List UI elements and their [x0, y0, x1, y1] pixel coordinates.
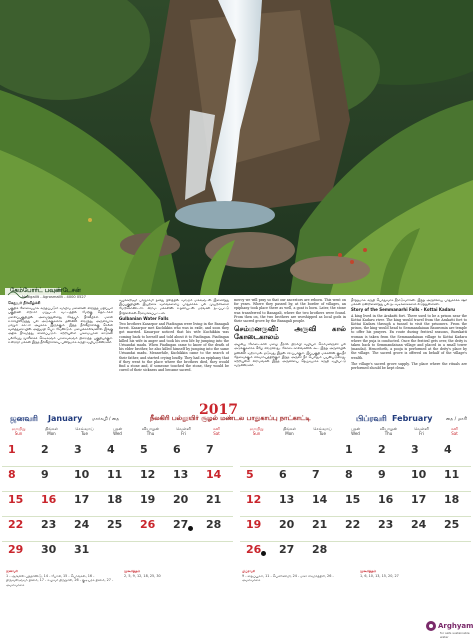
jan-date-number: 18: [107, 493, 123, 506]
feb-date-number: 3: [411, 443, 419, 456]
feb-dayname-ta: செவ்வாய்: [313, 426, 332, 431]
jan-date-cell: [101, 466, 134, 488]
jan-date-cell: [35, 491, 68, 513]
note-4-text: 1, 6, 10, 13, 15, 20, 27: [360, 573, 399, 578]
jan-dayname-en: Thu: [146, 430, 155, 436]
feb-date-number: 11: [444, 468, 460, 481]
feb-date-number: 7: [312, 468, 320, 481]
jan-dayname-fri: [167, 427, 200, 436]
feb-dayname-ta: வெள்ளி: [414, 426, 429, 431]
note-2-text: 2, 5, 9, 12, 18, 25, 30: [124, 573, 161, 578]
page-subtitle: Nadigaillt - Agrosmaillt - 4000 0527: [22, 295, 86, 299]
feb-date-number: 26: [246, 543, 262, 556]
feb-date-cell: [273, 491, 306, 513]
jan-date-cell: [35, 441, 68, 463]
feb-dayname-wed: [339, 427, 372, 436]
feb-date-cell: [306, 466, 339, 488]
jan-day-header: [2, 427, 233, 441]
feb-dayname-sun: [240, 427, 273, 436]
jan-date-number: 19: [140, 493, 156, 506]
jan-date-cell: [68, 441, 101, 463]
jan-dayname-ta: சனி: [213, 426, 220, 431]
new-moon-icon: [261, 551, 266, 556]
feb-date-number: 18: [444, 493, 460, 506]
feb-date-number: 24: [411, 518, 427, 531]
jan-date-number: 30: [41, 543, 57, 556]
jan-dayname-ta: வியாழன்: [141, 426, 160, 431]
notes-col-4: [360, 569, 420, 639]
feb-date-number: 23: [378, 518, 394, 531]
article-col-1: [8, 301, 113, 411]
feb-dayname-ta: திங்கள்: [283, 426, 296, 431]
jan-date-number: 12: [140, 468, 156, 481]
jan-dayname-en: Sun: [14, 430, 23, 436]
jan-dayname-sat: [200, 427, 233, 436]
jan-date-cell: [35, 466, 68, 488]
feb-date-number: 14: [312, 493, 328, 506]
jan-date-number: 6: [173, 443, 181, 456]
feb-month-en: February: [392, 414, 433, 423]
feb-day-header: [240, 427, 471, 441]
jan-date-cell: [134, 466, 167, 488]
feb-date-cell: [438, 491, 471, 513]
note-1-text: 1 - ஆங்கில புத்தாண்டு, 14 - போகி, 15 - பொங்கல், 16 - திருவள்ளுவர் தினம், 17 - உழவர் திருநாள், 26 - குடியரசு தினம், 27 - அமாவாசை: [6, 573, 114, 587]
notes-col-3: [242, 569, 352, 639]
feb-date-number: 15: [345, 493, 361, 506]
jan-date-number: 4: [107, 443, 115, 456]
jan-date-cell: [167, 516, 200, 538]
jan-date-cell: [200, 466, 233, 488]
calendar-center-title: நீலகிரி பல்லுயிர் சூழல் மண்டல பாதுகாப்பு நாட்காட்டி: [150, 414, 311, 422]
feb-date-cell: [405, 441, 438, 463]
col4-end: The village's sacred grove supply. The place where the rituals are performed should be kept clean.: [351, 361, 467, 371]
feb-date-cell: [372, 466, 405, 488]
jan-month-sub: மார்கழி / தை: [92, 417, 120, 422]
jan-dayname-en: Mon: [47, 430, 56, 436]
jan-date-cell: [134, 516, 167, 538]
col3-en: mercy we will pray so that our ancestors are reborn. This went on for years. Where they passed by, at the border of villages, an epiphany took place there as well, a goat is born. Later, the stone was transferred to Banagali, where the two brothers were found. From then on, the two brothers are worshipped as local gods in their sacred grove by the Banagali people.: [234, 298, 346, 324]
feb-date-cell: [240, 491, 273, 513]
jan-date-number: 16: [41, 493, 57, 506]
jan-date-number: 2: [41, 443, 49, 456]
col2-text: வழக்கறிஞர் பாலுசாமி தனது நிலத்தில் வாழும் மக்களுடன் இணைந்து இப்பகுதியின் இயற்கை வளங்களைப் பாதுகாக்க பல முயற்சிகளை மேற்கொண்டார். கிராம மக்களின் உதவியுடன் மரங்கள் நடப்பட்டு நீர்நிலைகள் சீரமைக்கப்பட்டன.: [119, 298, 229, 315]
feb-date-cell: [273, 516, 306, 538]
feb-date-cell: [273, 466, 306, 488]
jan-date-cell: [2, 441, 35, 463]
jan-date-cell: [2, 466, 35, 488]
jan-date-cell: [68, 541, 101, 563]
feb-date-number: 19: [246, 518, 262, 531]
jan-date-number: 10: [74, 468, 90, 481]
waterfall-image: [0, 0, 473, 295]
jan-date-cell: [2, 541, 35, 563]
jan-date-cell: [2, 516, 35, 538]
jan-date-number: 21: [206, 493, 222, 506]
note-3-heading: பிப்ரவரி: [242, 569, 256, 573]
feb-month-ta: பிப்ரவரி: [356, 414, 387, 423]
feb-dayname-en: Fri: [419, 430, 424, 436]
jan-dayname-thu: [134, 427, 167, 436]
feb-date-cell: [339, 491, 372, 513]
jan-dayname-en: Tue: [81, 430, 88, 436]
jan-date-cell: [134, 441, 167, 463]
jan-date-number: 3: [74, 443, 82, 456]
jan-date-cell: [134, 491, 167, 513]
feb-date-cell: [306, 541, 339, 563]
jan-date-number: 15: [8, 493, 24, 506]
feb-date-number: 13: [279, 493, 295, 506]
jan-grid: [2, 441, 233, 556]
notes-col-2: [124, 569, 232, 639]
jan-date-number: 8: [8, 468, 16, 481]
col3-heading: செம்மனருவி: அருவி கால் கோடைகாலம்: [234, 325, 346, 342]
col4-heading: Story of the Semmanarhi Falls - Kottai Kadaru: [351, 307, 456, 313]
jan-dayname-tue: [68, 427, 101, 436]
feb-date-number: 12: [246, 493, 262, 506]
feb-dayname-en: Thu: [384, 430, 393, 436]
jan-date-number: 22: [8, 518, 24, 531]
logo-tagline: for safe sustainable water: [440, 631, 470, 639]
jan-date-cell: [68, 491, 101, 513]
feb-date-number: 6: [279, 468, 287, 481]
jan-date-cell: [35, 516, 68, 538]
feb-date-cell: [240, 516, 273, 538]
new-moon-icon: [188, 526, 193, 531]
col1-text: பகுதிக் கோவையாக கருதப்படும் வாழ்வு மனைகள் விருந்த மதிப்பம் பகுதிகள் சிற்றார் மறுபடம் வட்டத்தில் மேற்கு தொடர்ச்சி மலைப்பகுதியில் அமைந்துள்ளது கேதுபர் நீர்வீழ்ச்சி. மலை உச்சியிலிருந்து பல அடுக்குகளாக தண்ணீர் விழுந்து அருவியாக மாறும் காட்சி அழகாக இருக்கும். இந்த நீர்வீழ்ச்சிக்கு செல்ல வனத்துறையின் அனுமதி பெற வேண்டும். மழைக்காலங்களில் இங்கு அதிக நீர்வரத்து காணப்படும். சுற்றியுள்ள பசுமையான காடுகள் பல்வேறு மூலிகைச் செடிகளும் பறவைகளும் நிறைந்த பகுதியாகும். உள்ளூர் மக்கள் இந்த நீர்வீழ்ச்சியை புனிதமாக கருதி வழிபடுகின்றனர்.: [8, 306, 113, 344]
feb-date-number: 25: [444, 518, 460, 531]
feb-dayname-sat: [438, 427, 471, 436]
jan-date-number: 9: [41, 468, 49, 481]
feb-date-number: 17: [411, 493, 427, 506]
jan-dayname-en: Wed: [113, 430, 122, 436]
note-1-heading: ஜனவரி: [6, 569, 18, 573]
feb-dayname-ta: புதன்: [350, 426, 361, 431]
feb-dayname-ta: வியாழன்: [379, 426, 398, 431]
jan-date-number: 13: [173, 468, 189, 481]
waterfall-photo: [0, 0, 473, 295]
jan-date-cell: [68, 466, 101, 488]
jan-date-number: 14: [206, 468, 222, 481]
col4-text: தீர்த்தமாக கருதி பொதுவாக நீராடுவார்கள். இந்த அருவியை பாதுகாக்க ஊர் மக்கள் ஒன்றிணைந்து பல நடவடிக்கைகளை எடுத்துள்ளனர்.: [351, 298, 467, 307]
page-title: கேம்போர்ட் பவுண்டேசன்: [10, 287, 81, 294]
jan-date-cell: [101, 516, 134, 538]
feb-date-number: 16: [378, 493, 394, 506]
calendar-year: 2017: [199, 402, 238, 418]
feb-date-cell: [339, 516, 372, 538]
jan-date-cell: [101, 491, 134, 513]
feb-dayname-en: Wed: [351, 430, 360, 436]
jan-date-number: 24: [74, 518, 90, 531]
feb-date-number: 8: [345, 468, 353, 481]
feb-dayname-en: Mon: [285, 430, 294, 436]
feb-date-number: 27: [279, 543, 295, 556]
feb-date-cell: [273, 541, 306, 563]
jan-month-en: January: [48, 414, 83, 423]
feb-date-cell: [339, 466, 372, 488]
article-col-2: [119, 298, 229, 411]
jan-date-number: 11: [107, 468, 123, 481]
feb-date-cell: [405, 516, 438, 538]
feb-date-cell: [405, 491, 438, 513]
col2-en: Two brothers Kasarpor and Piadingan were living in the Banagali forest. Kasarpor met Kuchikkin who was in exile, and soon they got married. Kasarpor noticed that his wife Kuchikkin was coming back to herself and told about it to Piadingan. Piadingan killed his wife in anger and took his own life by jumping into the Urisandai madu. When Piadingan came to know of the death of his elder brother, he also killed himself by jumping into the same Urisandai madu. Meanwhile, Kuchikkin came to the search of their father, and started crying loudly. They had an epiphany that if they went to the place where the brothers died, they would find a stone and, if someone touched the stone, they would be cured of their sickness and became sacred.: [119, 322, 229, 373]
jan-date-cell: [167, 491, 200, 513]
jan-date-number: 26: [140, 518, 156, 531]
jan-month-ta: ஜனவரி: [10, 414, 38, 423]
feb-date-number: 5: [246, 468, 254, 481]
jan-date-number: 1: [8, 443, 16, 456]
jan-date-cell: [167, 441, 200, 463]
notes-col-1: [6, 569, 116, 639]
jan-dayname-ta: வெள்ளி: [176, 426, 191, 431]
feb-dayname-ta: ஞாயிறு: [249, 426, 264, 431]
feb-date-number: 4: [444, 443, 452, 456]
feb-dayname-ta: சனி: [451, 426, 458, 431]
jan-dayname-ta: புதன்: [112, 426, 123, 431]
jan-date-number: 25: [107, 518, 123, 531]
feb-date-cell: [306, 516, 339, 538]
feb-date-number: 1: [345, 443, 353, 456]
feb-date-number: 22: [345, 518, 361, 531]
feb-dayname-tue: [306, 427, 339, 436]
feb-date-cell: [372, 516, 405, 538]
note-4-heading: முகூர்த்தம்: [360, 569, 377, 573]
feb-date-cell: [405, 466, 438, 488]
jan-date-number: 17: [74, 493, 90, 506]
feb-date-cell: [372, 491, 405, 513]
note-3-text: 9 - தைப்பூசம், 11 - பௌர்ணமி, 24 - மகா சிவராத்திரி, 26 - அமாவாசை: [242, 573, 334, 583]
logo-name: Arghyam: [438, 622, 473, 630]
feb-dayname-en: Sat: [451, 430, 458, 436]
col2-heading: Gulbanian Water Falls: [119, 315, 169, 321]
feb-date-cell: [438, 466, 471, 488]
jan-dayname-sun: [2, 427, 35, 436]
feb-date-cell: [438, 516, 471, 538]
jan-dayname-ta: திங்கள்: [45, 426, 58, 431]
feb-grid: [240, 441, 471, 556]
article-col-3: [234, 298, 346, 411]
feb-dayname-thu: [372, 427, 405, 436]
feb-dayname-en: Tue: [319, 430, 326, 436]
jan-date-cell: [200, 491, 233, 513]
feb-dayname-mon: [273, 427, 306, 436]
jan-date-cell: [167, 466, 200, 488]
col4-en: A king lived in the Arakatti fort. There used to be a prison near the Kottai Kadaru river. The king would travel from the Arakatti fort to Kottai Kadaru through a tunnel to visit the prisoners. From the prison, the king would head to Semmandaiuan Bauwomin are temple to offer his prayers. En route during festival seasons, Burukatti woman is taken from the Semmandaiuan village to Kottai Kadaru where the puja is conducted. Once the festival gets over, the deity is taken back to Semmandaiuan village and placed in a small tower (mandai). Henceforth, a pooja is performed at the deity's place by the village. The sacred grove is offered on behalf of the village's wealth.: [351, 313, 467, 360]
note-2-heading: முகூர்த்தம்: [124, 569, 141, 573]
feb-date-cell: [306, 491, 339, 513]
feb-dayname-en: Sun: [252, 430, 261, 436]
feb-date-cell: [339, 441, 372, 463]
jan-dayname-ta: ஞாயிறு: [11, 426, 26, 431]
jan-date-cell: [200, 441, 233, 463]
col1-heading: கேதுபர் நீர்வீழ்ச்சி: [8, 301, 41, 305]
jan-date-number: 31: [74, 543, 90, 556]
feb-date-number: 2: [378, 443, 386, 456]
feb-date-number: 28: [312, 543, 328, 556]
article-col-4: [351, 298, 467, 411]
jan-dayname-mon: [35, 427, 68, 436]
jan-dayname-en: Fri: [181, 430, 186, 436]
jan-date-number: 5: [140, 443, 148, 456]
feb-month-sub: தை / மாசி: [446, 417, 468, 422]
jan-dayname-en: Sat: [213, 430, 220, 436]
feb-date-number: 20: [279, 518, 295, 531]
jan-date-cell: [35, 541, 68, 563]
feb-date-cell: [438, 441, 471, 463]
jan-date-number: 7: [206, 443, 214, 456]
feb-date-cell: [240, 541, 273, 563]
jan-date-number: 29: [8, 543, 24, 556]
feb-date-number: 10: [411, 468, 427, 481]
jan-date-cell: [101, 441, 134, 463]
col3-text: அழகிய கோடைகால மழை நீரால் நிரம்பி வழியும் செம்மனருவி பல அடுக்குகளாக கீழே விழுகிறது. கோடைகாலங்களில் கூட இந்த அருவியில் தண்ணீர் வற்றாமல் ஓடுவது இதன் சிறப்பாகும். இப்பகுதி மக்களின் குடிநீர் தேவைக்கும் விவசாயத்திற்கும் இந்த அருவி நீர் பெரிதும் பயன்படுகிறது. சுற்றியுள்ள கிராமங்கள் இந்த அருவியை தெய்வமாக கருதி வழிபட்டு வருகின்றனர்.: [234, 342, 346, 368]
jan-date-number: 28: [206, 518, 222, 531]
jan-date-number: 23: [41, 518, 57, 531]
jan-date-cell: [200, 516, 233, 538]
feb-date-cell: [240, 466, 273, 488]
feb-date-number: 9: [378, 468, 386, 481]
jan-date-cell: [68, 516, 101, 538]
jan-date-number: 27: [173, 518, 189, 531]
jan-date-number: 20: [173, 493, 189, 506]
jan-dayname-wed: [101, 427, 134, 436]
feb-date-number: 21: [312, 518, 328, 531]
jan-date-cell: [2, 491, 35, 513]
feb-dayname-fri: [405, 427, 438, 436]
jan-dayname-ta: செவ்வாய்: [75, 426, 94, 431]
feb-date-cell: [372, 441, 405, 463]
